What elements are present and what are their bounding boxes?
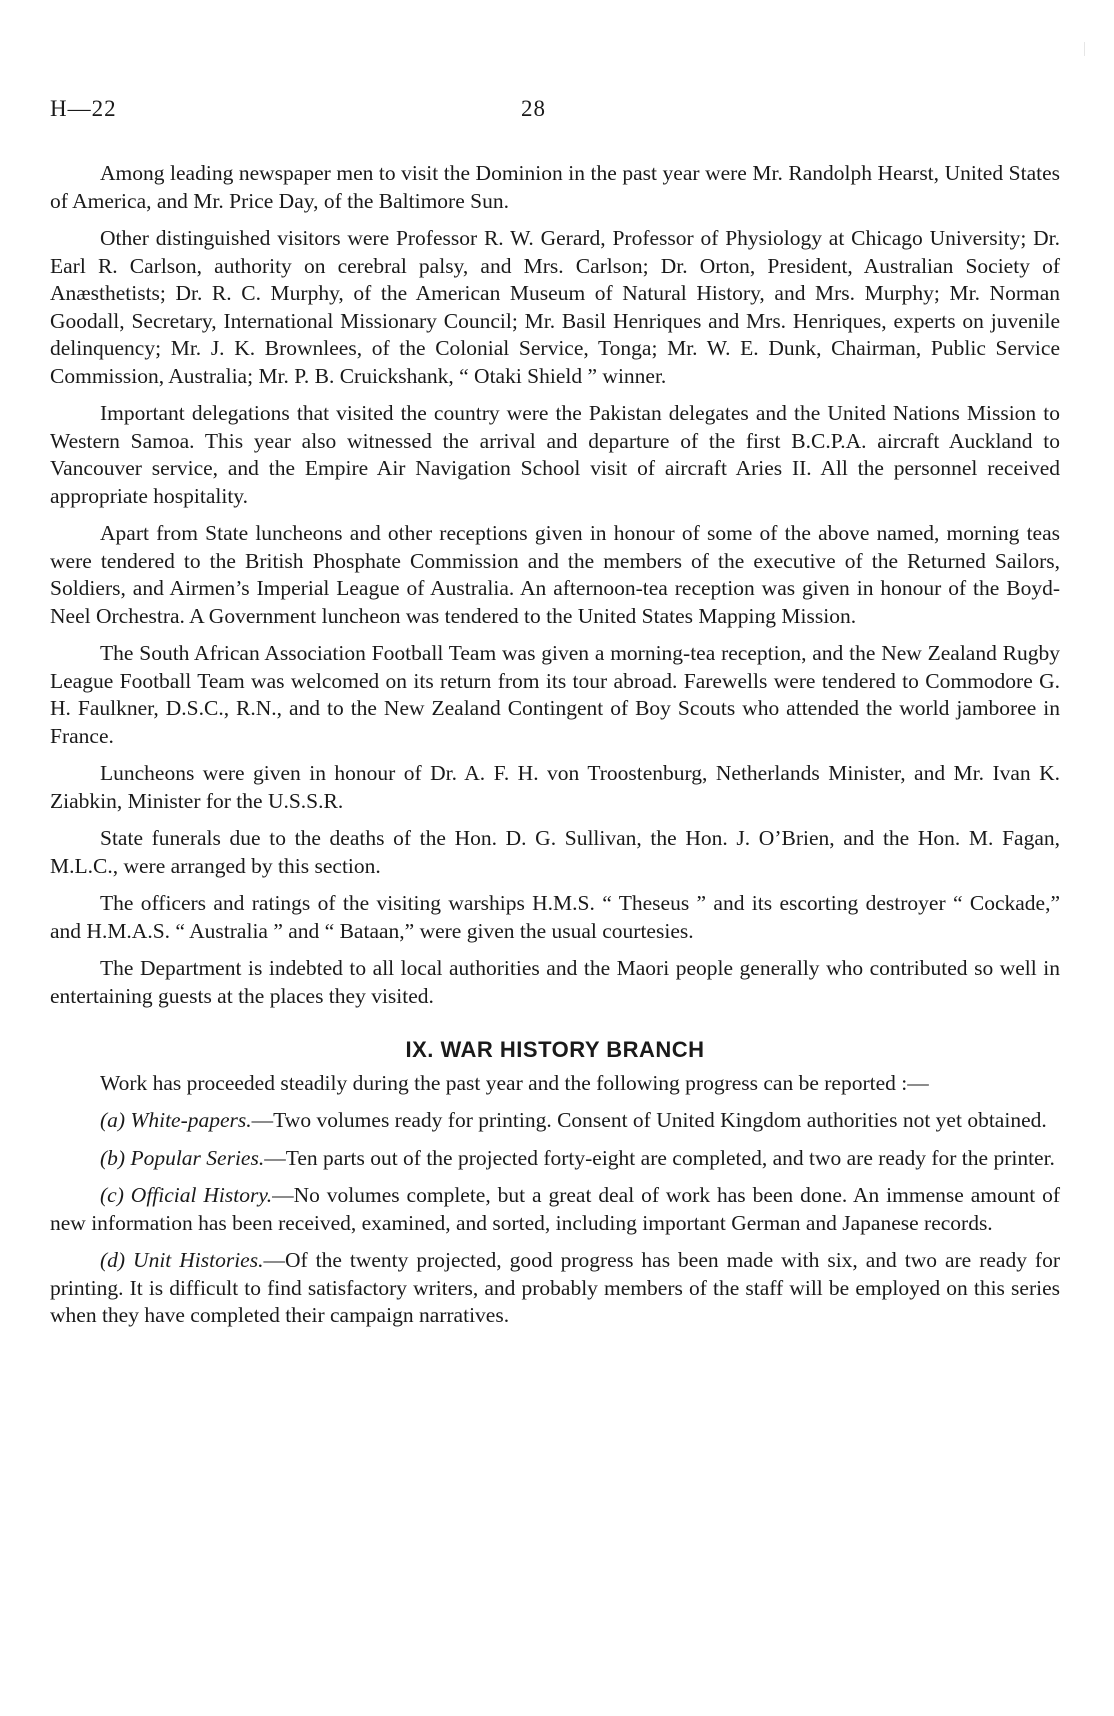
paragraph-distinguished-visitors: Other distinguished visitors were Professor R. W. Gerard, Professor of Physiology at Chicago University; Dr. Earl R. Carlson, authority on cerebral palsy, and Mrs. Carlson; Dr. Orton, President, Australian Society of Anæsthetists; Dr. R. C. Murphy, of the American Museum of Natural History, and Mrs. Murphy; Mr. Norman Goodall, Secretary, International Missionary Council; Mr. Basil Henriques and Mrs. Henriques, experts on juvenile delinquency; Mr. J. K. Brownlees, of the Colonial Service, Tonga; Mr. W. E. Dunk, Chairman, Public Service Commission, Australia; Mr. P. B. Cruickshank, “ Otaki Shield ” winner. — [50, 226, 1060, 388]
item-label: (d) — [100, 1248, 126, 1272]
paragraph-receptions: Apart from State luncheons and other receptions given in honour of some of the above named, morning teas were tendered to the British Phosphate Commission and the members of the executive of the Returned Sailors, Soldiers, and Airmen’s Imperial League of Australia. An afternoon-tea reception was given in honour of the Boyd-Neel Orchestra. A Government luncheon was tendered to the United States Mapping Mission. — [50, 521, 1060, 628]
item-title: Official History. — [130, 1183, 273, 1207]
item-label: (b) — [100, 1145, 126, 1170]
page-number: 28 — [521, 96, 546, 121]
paragraph-newspaper-visitors: Among leading newspaper men to visit the Dominion in the past year were Mr. Randolph Hearst, United States of America, and Mr. Price Day, of the Baltimore Sun. — [50, 161, 1060, 213]
progress-item-white-papers — [50, 1107, 1060, 1135]
item-title: Popular Series. — [130, 1145, 265, 1170]
item-text: —Ten parts out of the projected forty-eight are completed, and two are ready for the printer. — [264, 1145, 1055, 1170]
paragraph-acknowledgement: The Department is indebted to all local authorities and the Maori people generally who contributed so well in entertaining guests at the places they visited. — [50, 956, 1060, 1008]
item-title: White-papers. — [130, 1108, 252, 1132]
paragraph-sports-teams: The South African Association Football Team was given a morning-tea reception, and the New Zealand Rugby League Football Team was welcomed on its return from its tour abroad. Farewells were tendered to Commodore G. H. Faulkner, D.S.C., R.N., and to the New Zealand Contingent of Boy Scouts who attended the world jamboree in France. — [50, 641, 1060, 748]
section-heading: IX. WAR HISTORY BRANCH — [405, 1037, 705, 1062]
item-title: Unit Histories. — [133, 1248, 264, 1272]
item-text: —No volumes complete, but a great deal of work has been done. An immense amount of new information has been received, examined, and sorted, including important German and Japanese records. — [50, 1183, 1061, 1235]
page-header — [50, 96, 1060, 130]
paragraph-state-funerals: State funerals due to the deaths of the Hon. D. G. Sullivan, the Hon. J. O’Brien, and the Hon. M. Fagan, M.L.C., were arranged by this section. — [50, 826, 1060, 878]
paragraph-delegations: Important delegations that visited the country were the Pakistan delegates and the United Nations Mission to Western Samoa. This year also witnessed the arrival and departure of the first B.C.P.A. aircraft Auckland to Vancouver service, and the Empire Air Navigation School visit of aircraft Aries II. All the personnel received appropriate hospitality. — [50, 401, 1060, 508]
paragraph-warships: The officers and ratings of the visiting warships H.M.S. “ Theseus ” and its escorting destroyer “ Cockade,” and H.M.A.S. “ Australia ” and “ Bataan,” were given the usual courtesies. — [50, 891, 1060, 943]
section-intro: Work has proceeded steadily during the past year and the following progress can be reported :— — [100, 1070, 929, 1095]
item-text: —Two volumes ready for printing. Consent of United Kingdom authorities not yet obtained. — [251, 1108, 1047, 1132]
item-label: (a) — [100, 1108, 126, 1132]
progress-item-unit-histories — [50, 1247, 1060, 1330]
page-body — [50, 160, 1060, 1340]
paragraph-luncheons: Luncheons were given in honour of Dr. A. F. H. von Troostenburg, Netherlands Minister, and Mr. Ivan K. Ziabkin, Minister for the U.S.S.R. — [50, 761, 1060, 813]
document-reference: H—22 — [50, 96, 117, 121]
scan-speck — [1084, 42, 1085, 56]
item-label: (c) — [100, 1183, 124, 1207]
progress-item-popular-series — [50, 1145, 1060, 1173]
item-text: —Of the twenty projected, good progress has been made with six, and two are ready for printing. It is difficult to find satisfactory writers, and probably members of the staff will be employed on this series when they have completed their campaign narratives. — [50, 1248, 1060, 1327]
progress-item-official-history — [50, 1182, 1060, 1237]
